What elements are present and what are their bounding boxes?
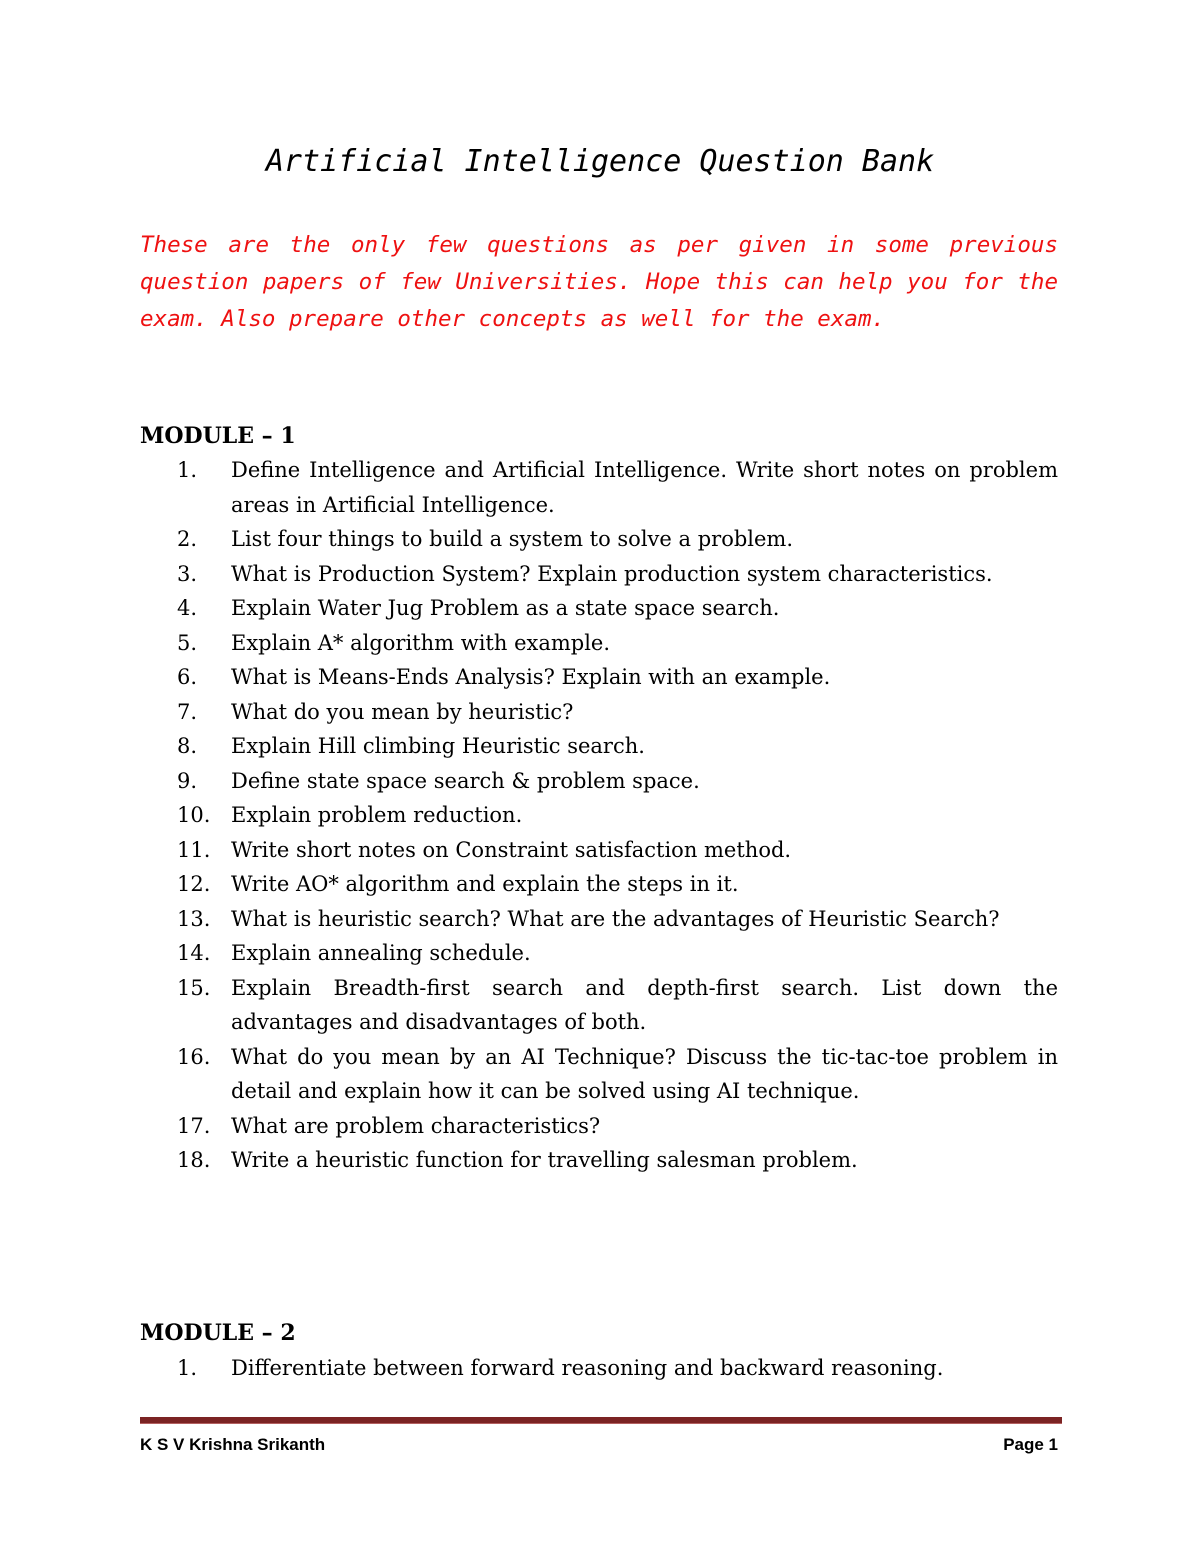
module-1-question-list [140,453,1058,1178]
question-text: What are problem characteristics? [231,1113,601,1138]
question-item [140,798,1058,833]
module-2-heading: MODULE – 2 [140,1320,296,1346]
question-item [140,1143,1058,1178]
question-text: Explain problem reduction. [231,803,523,827]
document-title: Artificial Intelligence Question Bank [265,144,935,179]
question-item [140,695,1058,730]
question-text: Explain A* algorithm with example. [231,630,611,655]
question-number: 1. [177,1356,198,1380]
question-number: 12. [177,872,211,896]
question-number: 4. [177,596,198,620]
question-number: 9. [177,768,198,793]
question-text: What do you mean by heuristic? [231,699,574,724]
question-number: 8. [177,734,198,758]
question-item [140,522,1058,557]
question-item [140,764,1058,799]
question-item [140,660,1058,695]
question-text: Define state space search & problem space. [231,768,700,793]
question-item [140,833,1058,868]
question-text: What is Means-Ends Analysis? Explain with an example. [231,665,831,689]
question-text: Define Intelligence and Artificial Intelligence. Write short notes on problem areas in Artificial Intelligence. [231,458,1058,517]
question-text: What do you mean by an AI Technique? Discuss the tic-tac-toe problem in detail and explain how it can be solved using AI technique. [231,1044,1058,1103]
question-number: 1. [177,458,198,482]
question-item [140,1040,1058,1109]
question-number: 2. [177,527,198,551]
question-text: What is heuristic search? What are the advantages of Heuristic Search? [231,906,1000,931]
question-item [140,936,1058,971]
question-item [140,591,1058,626]
question-text: Explain Hill climbing Heuristic search. [231,734,645,758]
question-item [140,453,1058,522]
notice-paragraph: These are the only few questions as per given in some previous question papers of few Universities. Hope this can help you for the exam. Also prepare other concepts as well for the exam. [140,232,1058,332]
question-text: What is Production System? Explain production system characteristics. [231,561,993,586]
footer-page-number: Page 1 [1003,1435,1058,1454]
question-number: 5. [177,630,198,655]
question-item [140,729,1058,764]
module-2-question-list [140,1351,1058,1386]
question-text: Differentiate between forward reasoning and backward reasoning. [231,1356,944,1380]
module-1-heading: MODULE – 1 [140,423,296,449]
question-number: 16. [177,1044,211,1069]
question-number: 7. [177,699,198,724]
question-text: Write short notes on Constraint satisfaction method. [231,837,792,862]
question-number: 11. [177,837,211,862]
question-number: 13. [177,906,211,931]
question-text: Write a heuristic function for travelling salesman problem. [231,1148,858,1172]
question-number: 10. [177,803,211,827]
question-number: 17. [177,1113,211,1138]
question-item [140,1109,1058,1144]
question-number: 3. [177,561,198,586]
question-text: Explain annealing schedule. [231,941,531,965]
question-text: Write AO* algorithm and explain the steps in it. [231,872,739,896]
question-item [140,902,1058,937]
question-number: 18. [177,1148,211,1172]
question-item [140,557,1058,592]
footer-author: K S V Krishna Srikanth [140,1435,326,1454]
question-number: 15. [177,975,211,1000]
question-text: Explain Water Jug Problem as a state space search. [231,596,780,620]
question-item [140,867,1058,902]
question-item [140,1351,1058,1386]
question-text: Explain Breadth-first search and depth-first search. List down the advantages and disadvantages of both. [231,975,1058,1034]
question-number: 14. [177,941,211,965]
question-item [140,626,1058,661]
question-item [140,971,1058,1040]
footer-divider [140,1417,1062,1424]
question-text: List four things to build a system to solve a problem. [231,527,794,551]
question-number: 6. [177,665,198,689]
